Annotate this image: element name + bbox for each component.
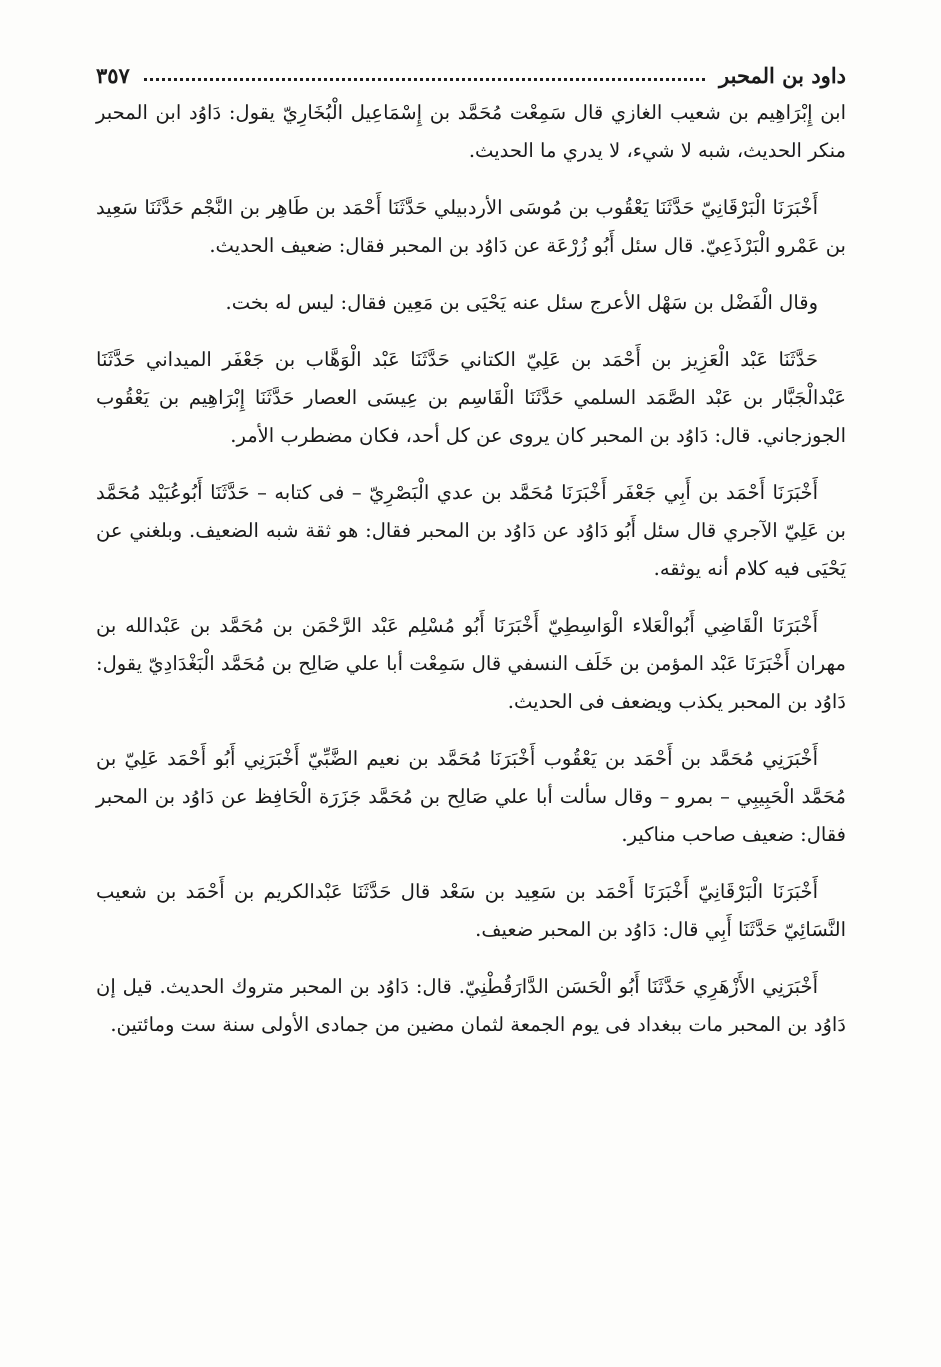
- paragraph: ابن إِبْرَاهِيم بن شعيب الغازي قال سَمِعْت مُحَمَّد بن إِسْمَاعِيل الْبُخَارِيّ يقول: دَاوُد ابن المحبر منكر الحديث، شبه لا شيء، لا يدري ما الحديث.: [96, 101, 846, 162]
- leader-dots: [144, 78, 705, 81]
- paragraph: حَدَّثَنَا عَبْد الْعَزِيز بن أَحْمَد بن عَلِيّ الكتاني حَدَّثَنَا عَبْد الْوَهَّاب بن جَعْفَر الميداني حَدَّثَنَا عَبْدالْجَبَّار بن عَبْد الصَّمَد السلمي حَدَّثَنَا الْقَاسِم بن عِيسَى العصار حَدَّثَنَا إِبْرَاهِيم بن يَعْقُوب الجوزجاني. قال: دَاوُد بن المحبر كان يروى عن كل أحد، فكان مضطرب الأمر.: [96, 348, 846, 447]
- header-title: داود بن المحبر: [719, 63, 846, 88]
- paragraph: أَخْبَرَنِي الأَزْهَرِي حَدَّثَنَا أَبُو الْحَسَن الدَّارَقُطْنِيّ. قال: دَاوُد بن المحبر متروك الحديث. قيل إن دَاوُد بن المحبر مات ببغداد فى يوم الجمعة لثمان مضين من جمادى الأولى سنة ست ومائتين.: [96, 975, 846, 1036]
- page-body: [96, 94, 846, 1044]
- paragraph: أَخْبَرَنَا أَحْمَد بن أَبِي جَعْفَر أَخْبَرَنَا مُحَمَّد بن عدي الْبَصْرِيّ – فى كتابه – حَدَّثَنَا أَبُوعُبَيْد مُحَمَّد بن عَلِيّ الآجري قال سئل أَبُو دَاوُد عن دَاوُد بن المحبر فقال: هو ثقة شبه الضعيف. وبلغني عن يَحْيَى فيه كلام أنه يوثقه.: [96, 481, 846, 580]
- paragraph: وقال الْفَضْل بن سَهْل الأعرج سئل عنه يَحْيَى بن مَعِين فقال: ليس له بخت.: [225, 291, 818, 314]
- paragraph: أَخْبَرَنَا الْبَرْقَانِيّ أَخْبَرَنَا أَحْمَد بن سَعِيد بن سَعْد قال حَدَّثَنَا عَبْدالكريم بن أَحْمَد بن شعيب النَّسَائِيّ حَدَّثَنَا أَبِي قال: دَاوُد بن المحبر ضعيف.: [96, 880, 846, 941]
- paragraph: أَخْبَرَنِي مُحَمَّد بن أَحْمَد بن يَعْقُوب أَخْبَرَنَا مُحَمَّد بن نعيم الضَّبِّيّ أَخْبَرَنِي أَبُو أَحْمَد عَلِيّ بن مُحَمَّد الْحَبِيبِي – بمرو – وقال سألت أبا علي صَالِح بن مُحَمَّد جَزَرَة الْحَافِظ عن دَاوُد بن المحبر فقال: ضعيف صاحب مناكير.: [96, 747, 846, 846]
- page-number: ٣٥٧: [96, 63, 130, 88]
- running-header: [96, 52, 846, 88]
- paragraph: أَخْبَرَنَا الْبَرْقَانِيّ حَدَّثَنَا يَعْقُوب بن مُوسَى الأردبيلي حَدَّثَنَا أَحْمَد بن طَاهِر بن النَّجْم حَدَّثَنَا سَعِيد بن عَمْرو الْبَرْذَعِيّ. قال سئل أَبُو زُرْعَة عن دَاوُد بن المحبر فقال: ضعيف الحديث.: [96, 196, 846, 257]
- book-page: [96, 52, 846, 1044]
- paragraph: أَخْبَرَنَا الْقَاضِي أَبُوالْعَلاء الْوَاسِطِيّ أَخْبَرَنَا أَبُو مُسْلِم عَبْد الرَّحْمَن بن مُحَمَّد بن عَبْدالله بن مهران أَخْبَرَنَا عَبْد المؤمن بن خَلَف النسفي قال سَمِعْت أبا علي صَالِح بن مُحَمَّد الْبَغْدَادِيّ يقول: دَاوُد بن المحبر يكذب ويضعف فى الحديث.: [96, 614, 846, 713]
